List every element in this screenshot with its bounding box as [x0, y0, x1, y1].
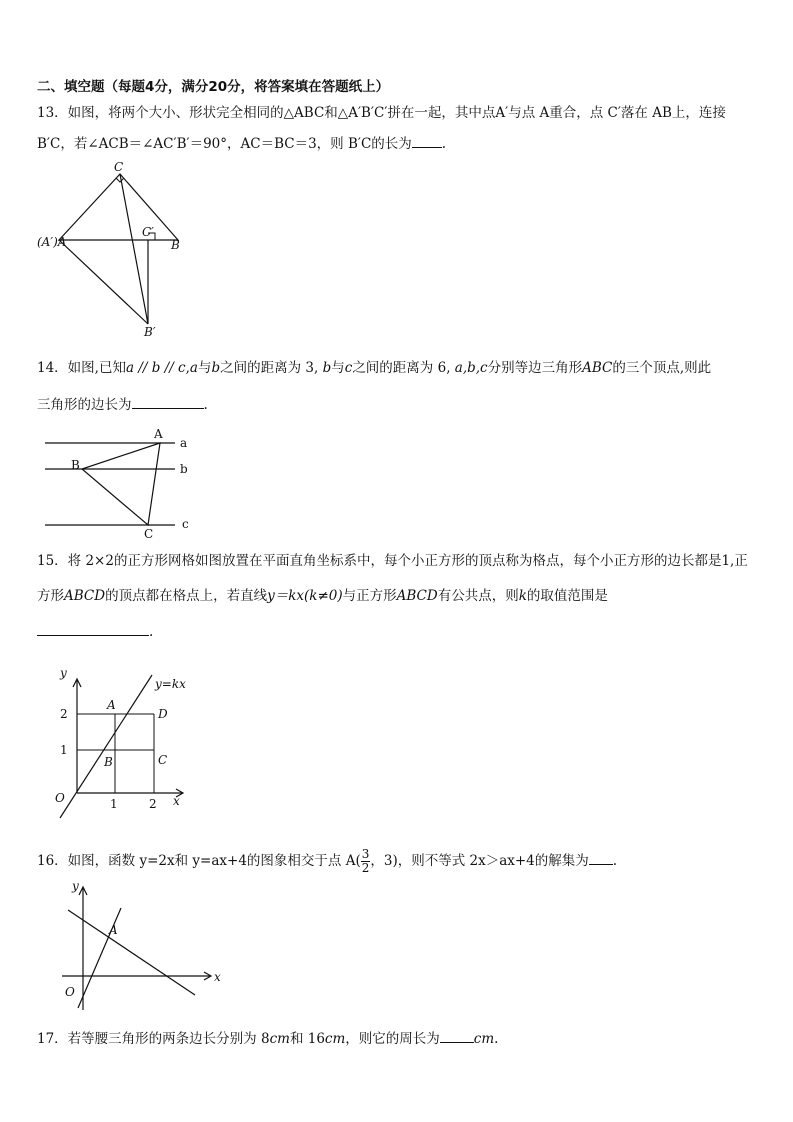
q16-p1: 16．如图，函数 y=2x和 y=ax+4的图象相交于点 A(: [37, 853, 361, 869]
q15-tick-x2: 2: [149, 797, 157, 811]
q14-p2: ,: [185, 360, 190, 376]
q16-axis-x: x: [214, 970, 221, 984]
q14-label-B: B: [71, 458, 80, 472]
q16-end: .: [612, 853, 618, 869]
q15-label-A: A: [107, 698, 116, 712]
q15-axis-y: y: [60, 666, 67, 680]
q14-p8: 的三个顶点,则此: [612, 360, 712, 376]
q15-line2: [37, 587, 608, 605]
q15-label-O: O: [55, 791, 65, 805]
q15-p4: 与正方形: [342, 588, 397, 604]
q14-p6: 之间的距离为 6,: [352, 360, 451, 376]
q15-end: .: [149, 624, 154, 640]
q14-line2: [37, 396, 208, 414]
q16-line: [37, 847, 617, 875]
q15-axis-x: x: [173, 794, 180, 808]
q17-u1: cm: [269, 1031, 290, 1047]
q17-p2: 和 16: [289, 1031, 325, 1047]
q14-line1: [37, 359, 711, 377]
q14-b: b: [211, 360, 221, 376]
q14-c: c: [344, 360, 353, 376]
q15-p2: 方形: [37, 588, 64, 604]
q15-label-D: D: [158, 707, 168, 721]
q15-tick-y2: 2: [60, 707, 68, 721]
q16-p2: ，3)，则不等式 2x＞ax+4的解集为: [370, 853, 589, 869]
q17-p3: ，则它的周长为: [345, 1031, 440, 1047]
q16-fraction-den: 2: [361, 861, 370, 875]
q15-line-label: y=kx: [155, 677, 186, 691]
q14-p4: 之间的距离为 3,: [220, 360, 319, 376]
q15-sq2: ABCD: [396, 588, 438, 604]
q13-figure: [30, 160, 200, 340]
q15-answer-blank[interactable]: [37, 623, 149, 636]
q16-fraction-num: 3: [361, 847, 370, 861]
q16-label-O: O: [65, 985, 75, 999]
q14-p5: 与: [331, 360, 345, 376]
q14-figure: [40, 425, 200, 540]
q14-tri: ABC: [582, 360, 613, 376]
q14-p3: 与: [197, 360, 212, 376]
q17-u2: cm: [324, 1031, 346, 1047]
q13-label-Bp: B′: [144, 325, 156, 339]
q15-p6: 的取值范围是: [526, 588, 608, 604]
q15-sq: ABCD: [64, 588, 106, 604]
q14-label-a: a: [180, 436, 188, 450]
q14-parallel: a // b // c: [125, 360, 186, 376]
q16-answer-blank[interactable]: [589, 852, 613, 865]
q14-text2: 三角形的边长为: [37, 397, 132, 413]
q14-a: a: [189, 360, 198, 376]
q14-label-b: b: [180, 462, 188, 476]
q17-u3: cm: [473, 1031, 495, 1047]
q14-end: .: [203, 397, 208, 413]
q15-p5: 有公共点，则: [437, 588, 519, 604]
q17-answer-blank[interactable]: [440, 1030, 474, 1043]
q14-label-A: A: [154, 427, 163, 441]
q16-label-A: A: [109, 923, 118, 937]
q17-line: [37, 1030, 498, 1048]
q15-tick-x1: 1: [110, 797, 118, 811]
q13-line1: 13．如图，将两个大小、形状完全相同的△ABC和△A′B′C′拼在一起，其中点A′与点 A重合，点 C′落在 AB上，连接: [37, 105, 726, 121]
q14-label-C: C: [144, 527, 154, 541]
q15-k: k: [518, 588, 527, 604]
section-heading: 二、填空题（每题4分，满分20分，将答案填在答题纸上）: [37, 79, 390, 95]
q17-p1: 17．若等腰三角形的两条边长分别为 8: [37, 1031, 270, 1047]
q15-line1: 15．将 2×2的正方形网格如图放置在平面直角坐标系中，每个小正方形的顶点称为格点，每个小正方形的边长都是1,正: [37, 553, 748, 569]
q13-label-Cp: C′: [142, 225, 154, 239]
q13-answer-blank[interactable]: [412, 135, 442, 148]
q13-label-A: (A′)A: [37, 235, 67, 249]
q13-text: B′C，若∠ACB＝∠AC′B′＝90°，AC＝BC＝3，则 B′C的长为: [37, 136, 412, 152]
q14-answer-blank[interactable]: [132, 396, 204, 409]
q13-line2: [37, 135, 446, 153]
q13-label-C: C: [114, 160, 124, 174]
q13-label-B: B: [171, 238, 180, 252]
q14-abc2: a,b,c: [454, 360, 488, 376]
q15-label-C: C: [158, 753, 168, 767]
q15-eq: y＝kx(k≠0): [267, 588, 343, 604]
q14-p7: 分别等边三角形: [487, 360, 583, 376]
q14-p1: 14．如图,已知: [37, 360, 126, 376]
q13-end: .: [441, 136, 447, 152]
q17-end: .: [494, 1031, 499, 1047]
q14-b2: b: [322, 360, 332, 376]
q15-line3: [37, 623, 153, 641]
q15-label-B: B: [104, 755, 113, 769]
q15-p3: 的顶点都在格点上，若直线: [105, 588, 268, 604]
q14-label-c: c: [182, 517, 189, 531]
q16-fraction: [361, 848, 371, 875]
q15-tick-y1: 1: [60, 743, 68, 757]
q16-figure: [50, 878, 230, 1018]
q15-figure: [40, 660, 210, 825]
q16-axis-y: y: [72, 879, 79, 893]
